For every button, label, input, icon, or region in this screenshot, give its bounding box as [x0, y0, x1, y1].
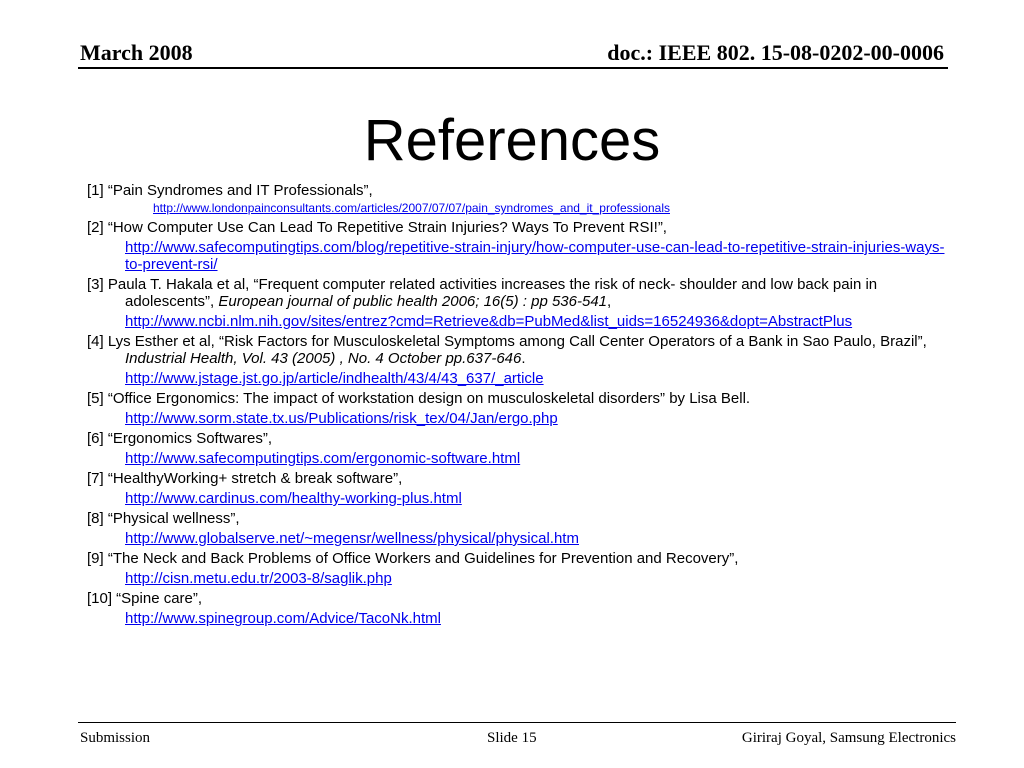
reference-link[interactable]: http://www.sorm.state.tx.us/Publications/risk_tex/04/Jan/ergo.php [125, 410, 558, 427]
reference-journal: Industrial Health, Vol. 43 (2005) , No. 4 October pp.637-646 [125, 350, 522, 367]
header-date: March 2008 [80, 40, 193, 65]
reference-item [87, 390, 947, 430]
reference-text: [8] “Physical wellness”, [87, 510, 240, 527]
reference-item [87, 182, 947, 219]
reference-link[interactable]: http://www.jstage.jst.go.jp/article/indhealth/43/4/43_637/_article [125, 370, 544, 387]
reference-url-line [125, 610, 947, 630]
reference-url-line [153, 201, 947, 219]
footer-slide-number: Slide 15 [487, 730, 537, 746]
reference-url-line [125, 570, 947, 590]
reference-text: [5] “Office Ergonomics: The impact of workstation design on musculoskeletal disorders” by Lisa Bell. [87, 390, 751, 407]
references-list [87, 182, 947, 630]
reference-link[interactable]: http://www.londonpainconsultants.com/articles/2007/07/07/pain_syndromes_and_it_professionals [153, 201, 670, 215]
slide-title: References [363, 108, 661, 173]
reference-item [87, 510, 947, 550]
footer-submission: Submission [80, 730, 151, 746]
reference-text: [4] Lys Esther et al, “Risk Factors for Musculoskeletal Symptoms among Call Center Operators of a Bank in Sao Paulo, Brazil”, Industrial Health, Vol. 43 (2005) , No. 4 October pp.637-646. [87, 333, 927, 367]
reference-link[interactable]: http://www.safecomputingtips.com/ergonomic-software.html [125, 450, 521, 467]
reference-link[interactable]: http://cisn.metu.edu.tr/2003-8/saglik.php [125, 570, 392, 587]
reference-url-line [125, 530, 947, 550]
header-rule [78, 67, 948, 69]
reference-link[interactable]: http://www.cardinus.com/healthy-working-plus.html [125, 490, 462, 507]
reference-text: [7] “HealthyWorking+ stretch & break software”, [87, 470, 403, 487]
reference-link[interactable]: http://www.ncbi.nlm.nih.gov/sites/entrez?cmd=Retrieve&db=PubMed&list_uids=16524936&dopt=AbstractPlus [125, 313, 853, 330]
header-doc-id: doc.: IEEE 802. 15-08-0202-00-0006 [607, 40, 944, 65]
reference-item [87, 276, 947, 333]
reference-text: [1] “Pain Syndromes and IT Professionals”, [87, 182, 373, 199]
footer-author: Giriraj Goyal, Samsung Electronics [741, 730, 956, 746]
reference-text: [9] “The Neck and Back Problems of Office Workers and Guidelines for Prevention and Recovery”, [87, 550, 739, 567]
reference-url-line [125, 370, 947, 390]
reference-item [87, 550, 947, 590]
reference-item [87, 333, 947, 390]
reference-url-line [125, 450, 947, 470]
reference-item [87, 470, 947, 510]
reference-item [87, 590, 947, 630]
reference-text: [3] Paula T. Hakala et al, “Frequent computer related activities increases the risk of neck- shoulder and low back pain in adolescents”, European journal of public health 2006; 16(5) : pp 536-541, [87, 276, 878, 310]
reference-item [87, 430, 947, 470]
reference-url-line [125, 239, 947, 276]
reference-url-line [125, 490, 947, 510]
reference-link[interactable]: http://www.spinegroup.com/Advice/TacoNk.html [125, 610, 441, 627]
reference-link[interactable]: http://www.globalserve.net/~megensr/wellness/physical/physical.htm [125, 530, 579, 547]
reference-item [87, 219, 947, 276]
reference-text: [6] “Ergonomics Softwares”, [87, 430, 273, 447]
reference-link[interactable]: http://www.safecomputingtips.com/blog/repetitive-strain-injury/how-computer-use-can-lead-to-repetitive-strain-injuries-ways-to-prevent-rsi/ [125, 239, 945, 273]
reference-url-line [125, 410, 947, 430]
reference-text: [2] “How Computer Use Can Lead To Repetitive Strain Injuries? Ways To Prevent RSI!”, [87, 219, 667, 236]
reference-journal: European journal of public health 2006; 16(5) : pp 536-541 [218, 293, 608, 310]
footer-rule [78, 722, 956, 723]
reference-text: [10] “Spine care”, [87, 590, 203, 607]
reference-url-line [125, 313, 947, 333]
